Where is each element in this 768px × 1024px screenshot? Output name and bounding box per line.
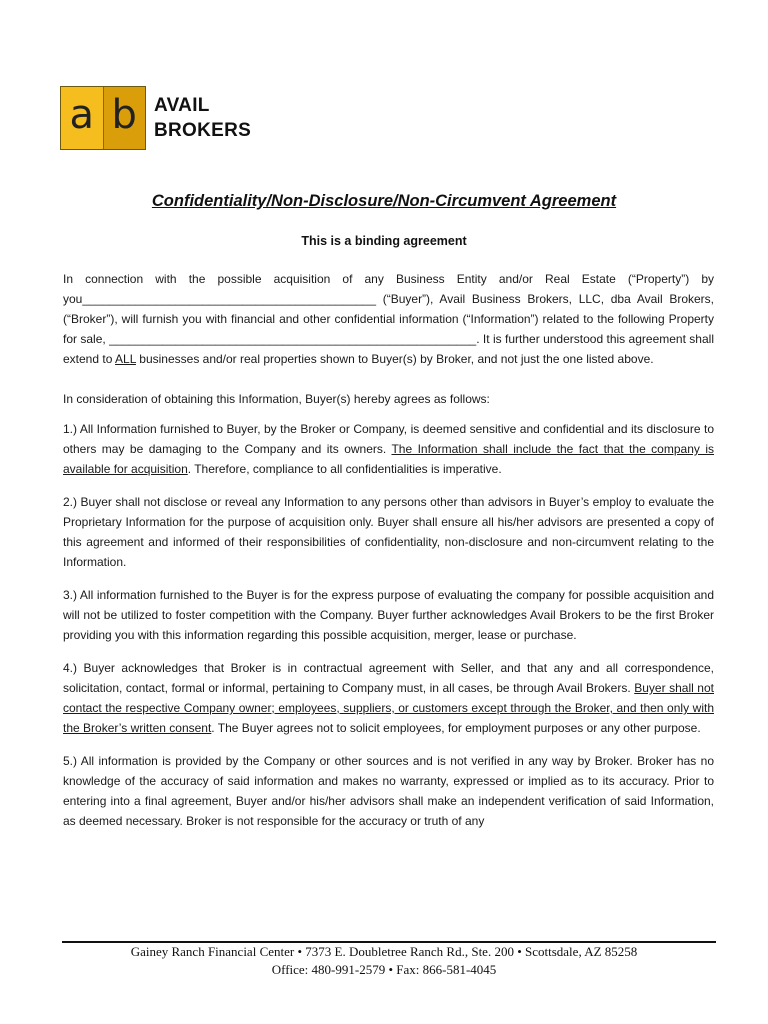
logo-line-brokers: BROKERS [154,120,252,141]
clause-4: 4.) Buyer acknowledges that Broker is in contractual agreement with Seller, and that any and all correspondence, solicitation, contact, formal or informal, pertaining to Company must, in all cases, be through Avail Brokers. Buyer shall not contact the respective Company owner; employees, suppliers, or customers except through the Broker, and then only with the Broker’s written consent. The Buyer agrees not to solicit employees, for employment purposes or any other purpose. [63,661,714,735]
logo-letter-b: b [103,87,146,149]
logo-letter-a: a [61,87,103,149]
clause-1: 1.) All Information furnished to Buyer, by the Broker or Company, is deemed sensitive and confidential and its disclosure to others may be damaging to the Company and its owners. The Information shall include the fact that the company is available for acquisition. Therefore, compliance to all confidentialities is imperative. [63,422,714,476]
clause-4-underlined: Buyer shall not contact the respective Company owner; employees, suppliers, or customers except through the Broker, and then only with the Broker’s written consent [63,681,714,735]
all-emphasis: ALL [115,352,136,366]
clause-1-underlined: The Information shall include the fact that the company is available for acquisition [63,442,714,476]
buyer-name-blank: ____________________________________________ [82,292,377,306]
property-blank: _______________________________________________________ [109,332,477,346]
logo-line-avail: AVAIL [154,95,210,116]
footer-contact: Office: 480-991-2579 • Fax: 866-581-4045 [271,962,497,977]
consideration-paragraph: In consideration of obtaining this Information, Buyer(s) hereby agrees as follows: [63,392,490,406]
footer-address: Gainey Ranch Financial Center • 7373 E. Doubletree Ranch Rd., Ste. 200 • Scottsdale, AZ 85258 [130,944,638,959]
agreement-body [63,269,714,831]
logo-mark [60,86,146,150]
document-subtitle: This is a binding agreement [301,234,467,248]
document-title: Confidentiality/Non-Disclosure/Non-Circumvent Agreement [151,192,617,210]
clause-5: 5.) All information is provided by the Company or other sources and is not verified in any way by Broker. Broker has no knowledge of the accuracy of said information and makes no warranty, expressed or implied as to its accuracy. Prior to entering into a final agreement, Buyer and/or his/her advisors shall make an independent verification of said Information, as deemed necessary. Broker is not responsible for the accuracy or truth of any [63,754,714,828]
company-logo [60,86,251,150]
clause-3: 3.) All information furnished to the Buyer is for the express purpose of evaluating the company for possible acquisition and will not be utilized to foster competition with the Company. Buyer further acknowledges Avail Brokers to be the first Broker providing you with this information regarding this possible acquisition, merger, lease or purchase. [63,588,714,642]
logo-wordmark [154,93,251,143]
footer-divider [62,941,716,943]
clause-2: 2.) Buyer shall not disclose or reveal any Information to any persons other than advisors in Buyer’s employ to evaluate the Proprietary Information for the purpose of acquisition only. Buyer shall ensure all his/her advisors are presented a copy of this agreement and informed of their responsibilities of confidentiality, non-disclosure and non-circumvent relating to the Information. [63,495,714,569]
intro-paragraph: In connection with the possible acquisition of any Business Entity and/or Real Estate (“Property”) by you____________________________________________ (“Buyer”), Avail Business Brokers, LLC, dba Avail Brokers, (“Broker”), will furnish you with financial and other confidential information (“Information”) related to the following Property for sale, _______________________________________________________. It is further understood this agreement shall extend to ALL businesses and/or real properties shown to Buyer(s) by Broker, and not just the one listed above. [63,272,714,366]
